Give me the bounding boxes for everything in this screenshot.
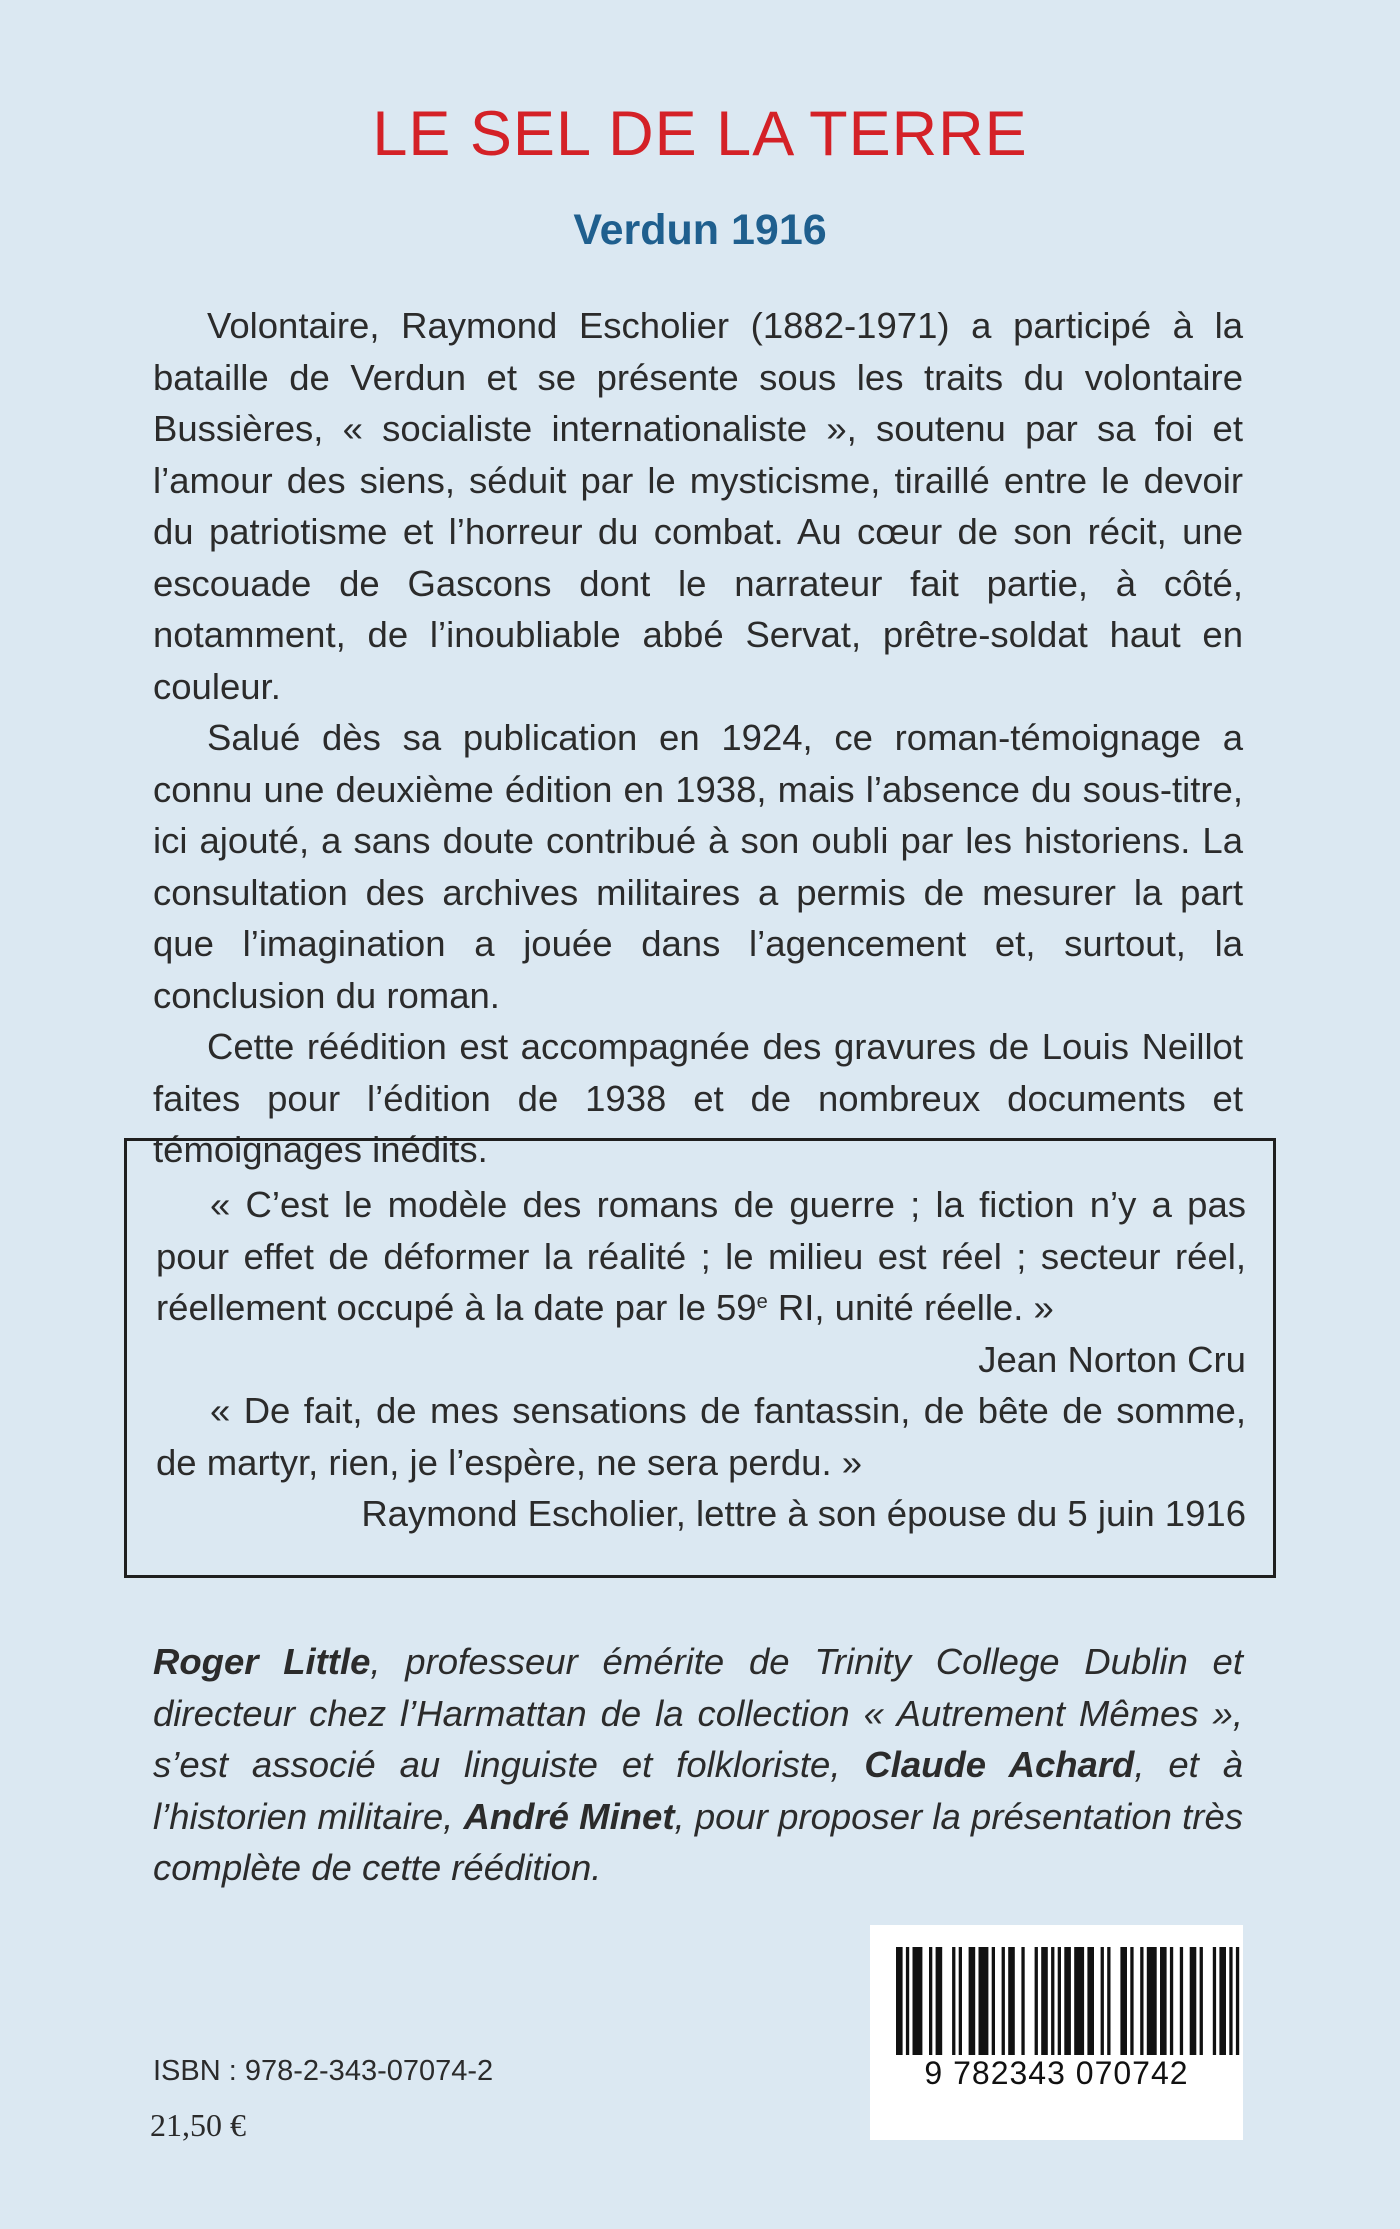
book-subtitle: Verdun 1916 [573,206,827,254]
author-name: Claude Achard [864,1744,1135,1785]
quote-text-part: RI, unité réelle. » [767,1287,1054,1328]
blurb-paragraph: Salué dès sa publication en 1924, ce roman-témoignage a connu une deuxième édition en 1938, mais l’absence du sous-titre, ici ajouté, a sans doute contribué à son oubli par les historiens. La consultation des archives militaires a permis de mesurer la part que l’imagination a jouée dans l’agencement et, surtout, la conclusion du roman. [153,717,1243,1016]
about-authors [153,1636,1243,1894]
barcode-digits: 9 782343 070742 [924,2055,1189,2091]
blurb-paragraph: Volontaire, Raymond Escholier (1882-1971) a participé à la bataille de Verdun et se présente sous les traits du volontaire Bussières, « socialiste internationaliste », soutenu par sa foi et l’amour des siens, séduit par le mysticisme, tiraillé entre le devoir du patriotisme et l’horreur du combat. Au cœur de son récit, une escouade de Gascons dont le narrateur fait partie, à côté, notamment, de l’inoubliable abbé Servat, prêtre-soldat haut en couleur. [153,305,1243,707]
quote-attribution: Jean Norton Cru [978,1338,1246,1380]
barcode [870,1925,1243,2140]
blurb-body [153,300,1243,1176]
quotes-box [124,1138,1276,1578]
about-text: , pour proposer la présentation très complète de cette réédition. [153,1795,1243,1888]
price: 21,50 € [150,2107,246,2143]
quote-text: « De fait, de mes sensations de fantassin, de bête de somme, de martyr, rien, je l’espère, ne sera perdu. » [156,1390,1246,1483]
isbn: ISBN : 978-2-343-07074-2 [153,2055,494,2087]
about-text: , professeur émérite de Trinity College Dublin et directeur chez l’Harmattan de la collection « Autrement Mêmes », s’est associé au linguiste et folkloriste, [153,1641,1243,1785]
quote-text [156,1179,1246,1334]
book-title: LE SEL DE LA TERRE [372,99,1028,169]
author-name: André Minet [463,1795,675,1837]
about-text: , et à l’historien militaire, [153,1744,1244,1837]
quote-text-part: « C’est le modèle des romans de guerre ; la fiction n’y a pas pour effet de déformer la réalité ; le milieu est réel ; secteur réel, réellement occupé à la date par le 59 [156,1184,1246,1328]
quotes-content [156,1179,1246,1540]
quote-attribution: Raymond Escholier, lettre à son épouse du 5 juin 1916 [361,1493,1246,1534]
barcode-bars [870,1925,1243,2055]
quote-superscript: e [756,1291,768,1313]
author-name: Roger Little [153,1641,371,1682]
blurb-paragraph: Cette réédition est accompagnée des gravures de Louis Neillot faites pour l’édition de 1938 et de nombreux documents et témoignages inédits. [153,1026,1243,1170]
